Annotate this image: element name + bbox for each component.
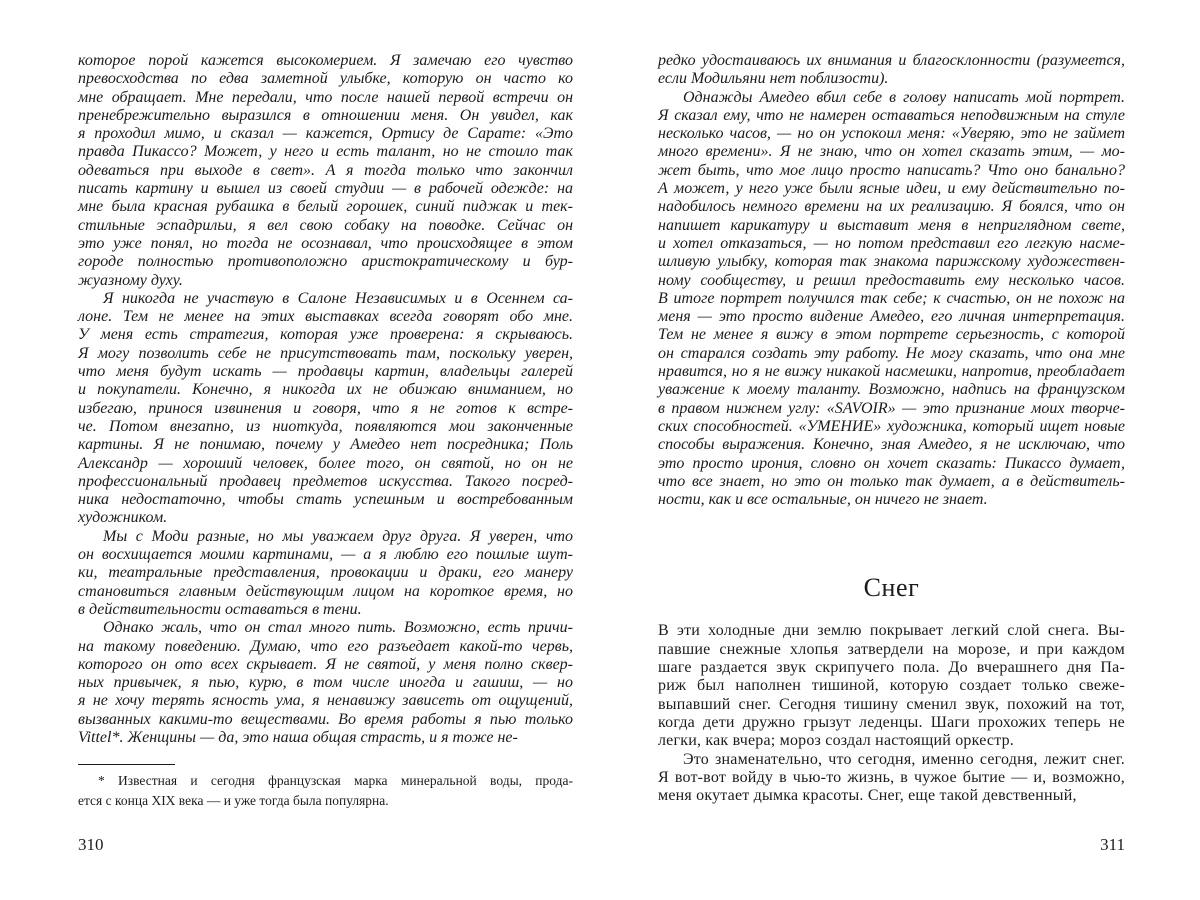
text-line: надобилось немного времени на их реализацию. Я боялся, что он bbox=[658, 198, 1125, 216]
text-line: Vittel*. Женщины — да, это наша общая страсть, и я тоже не- bbox=[78, 728, 518, 746]
page-number-right: 311 bbox=[1100, 835, 1125, 854]
text-line: ности, как и все остальные, он ничего не знает. bbox=[658, 491, 988, 509]
text-line: мне обращает. Мне передали, что после нашей первой встречи он bbox=[78, 88, 573, 106]
text-line: редко удостаиваюсь их внимания и благосклонности (разумеется, bbox=[658, 52, 1125, 69]
text-line: это просто ирония, словно он хочет сказать: Пикассо думает, bbox=[658, 454, 1125, 472]
text-line: если Модильяни нет поблизости). bbox=[658, 70, 889, 88]
text-line: стильные эспадрильи, я вел свою собаку на поводке. Сейчас он bbox=[78, 216, 573, 234]
text-line: это уже понял, но тогда не осознавал, что происходящее в этом bbox=[78, 234, 573, 252]
text-line: ных привычек, я пью, курю, в том числе иногда и гашиш, — но bbox=[78, 674, 573, 692]
text-line: и хотел отказаться, — но потом представил его легкую насме- bbox=[658, 234, 1125, 252]
text-line: писать картину и вышел из своей студии — в рабочей одежде: на bbox=[78, 180, 573, 198]
right-page-text-column bbox=[658, 52, 1125, 805]
text-line: В итоге портрет получился так себе; к счастью, он не похож на bbox=[658, 289, 1125, 307]
paragraph bbox=[78, 528, 573, 619]
text-line: лоне. Тем не менее на этих выставках всегда говорят обо мне. bbox=[78, 308, 573, 326]
text-line: меня окутает дымка красоты. Снег, еще такой девственный, bbox=[658, 787, 1077, 805]
text-line: на такому поведению. Думаю, что его разъедает какой-то червь, bbox=[78, 637, 573, 655]
text-line: нравится, но я не вижу никакой насмешки, напротив, преобладает bbox=[658, 363, 1125, 381]
text-line: ется с конца XIX века — и уже тогда была популярна. bbox=[78, 792, 389, 808]
text-line: напишет карикатуру и выставит меня в неприглядном свете, bbox=[658, 216, 1125, 234]
text-line: когда дети дружно грызут леденцы. Шаги прохожих теперь не bbox=[658, 713, 1125, 731]
text-line: А может, у него уже были ясные идеи, и ему действительно по- bbox=[658, 180, 1125, 198]
paragraph bbox=[658, 622, 1125, 750]
paragraph bbox=[658, 751, 1125, 806]
paragraph bbox=[78, 619, 573, 747]
text-line: шаге раздается звук скрипучего пола. До вчерашнего дня Па- bbox=[658, 659, 1125, 677]
text-line: в действительности оставаться в тени. bbox=[78, 600, 362, 618]
text-line: Мы с Моди разные, но мы уважаем друг друга. Я уверен, что bbox=[103, 527, 573, 545]
paragraph bbox=[78, 290, 573, 528]
text-line: картины. Я не понимаю, почему у Амедео нет посредника; Поль bbox=[78, 436, 573, 454]
text-line: В эти холодные дни землю покрывает легкий слой снега. Вы- bbox=[658, 622, 1125, 640]
text-line: мне была красная рубашка в белый горошек, синий пиджак и тек- bbox=[78, 198, 573, 216]
text-line: несколько часов, — но он успокоил меня: «Уверяю, это не займет bbox=[658, 125, 1125, 143]
footnote bbox=[78, 771, 573, 810]
text-line: и покупатели. Конечно, я никогда их не обижаю вниманием, но bbox=[78, 381, 573, 399]
text-line: че. Потом внезапно, из ниоткуда, появляются мои законченные bbox=[78, 417, 573, 435]
text-line: пренебрежительно выразился в отношении меня. Он увидел, как bbox=[78, 106, 573, 124]
text-line: Я могу позволить себе не присутствовать там, поскольку уверен, bbox=[78, 344, 573, 362]
page-number-left: 310 bbox=[78, 835, 104, 854]
paragraph bbox=[658, 89, 1125, 510]
text-line: легки, как вчера; мороз создал настоящий оркестр. bbox=[658, 732, 1014, 750]
paragraph bbox=[78, 52, 573, 290]
text-line: жет быть, что мое лицо просто написать? Что оно банально? bbox=[658, 161, 1125, 179]
chapter-title: Снег bbox=[863, 573, 920, 603]
paragraph bbox=[658, 52, 1125, 89]
text-line: что все знает, но это он только так думает, а в действитель- bbox=[658, 472, 1125, 490]
text-line: вызванных какими-то веществами. Во время работы я пью только bbox=[78, 710, 573, 728]
text-line: я проходил мимо, и сказал — кажется, Ортису де Сарате: «Это bbox=[78, 125, 573, 143]
text-line: жуазному духу. bbox=[78, 271, 183, 289]
text-line: которого он ото всех скрывает. Я не святой, у меня полно сквер- bbox=[78, 655, 573, 673]
text-line: что меня будут искать — продавцы картин, владельцы галерей bbox=[78, 363, 573, 381]
text-line: превосходства по едва заметной улыбке, которую он часто ко bbox=[78, 70, 573, 88]
text-line: * Известная и сегодня французская марка минеральной воды, прода- bbox=[98, 773, 573, 789]
text-line: которое порой кажется высокомерием. Я замечаю его чувство bbox=[78, 52, 573, 69]
footnote-separator-rule bbox=[78, 764, 175, 765]
text-line: ки, театральные представления, провокации и драки, его манеру bbox=[78, 564, 573, 582]
text-line: профессиональный продавец предметов искусства. Такого посред- bbox=[78, 472, 573, 490]
left-page-text-column bbox=[78, 52, 573, 810]
text-line: уважение к моему таланту. Возможно, надпись на французском bbox=[658, 381, 1125, 399]
text-line: я не хочу терять ясность ума, я ненавижу зависеть от ощущений, bbox=[78, 692, 573, 710]
text-line: У меня есть стратегия, которая уже проверена: я скрываюсь. bbox=[78, 326, 573, 344]
text-line: выпавший снег. Сегодня тишину сменил звук, похожий на тот, bbox=[658, 695, 1125, 713]
text-line: он восхищается моими картинами, — а я люблю его пошлые шут- bbox=[78, 546, 573, 564]
text-line: избегаю, принося извинения и говоря, что я не готов к встре- bbox=[78, 399, 573, 417]
text-line: художником. bbox=[78, 509, 168, 527]
text-line: в правом нижнем углу: «SAVOIR» — это признание моих творче- bbox=[658, 399, 1125, 417]
text-line: Я сказал ему, что не намерен оставаться неподвижным на стуле bbox=[658, 106, 1125, 124]
text-line: Однако жаль, что он стал много пить. Возможно, есть причи- bbox=[103, 619, 573, 637]
text-line: ских способностей. «УМЕНИЕ» художника, который ищет новые bbox=[658, 417, 1125, 435]
text-line: Тем не менее я вижу в этом портрете серьезность, с которой bbox=[658, 326, 1125, 344]
text-line: правда Пикассо? Может, у него и есть талант, но не стоило так bbox=[78, 143, 573, 161]
text-line: павшие снежные хлопья затвердели на морозе, и при каждом bbox=[658, 640, 1125, 658]
text-line: ному сообществу, и решил предоставить ему несколько часов. bbox=[658, 271, 1125, 289]
text-line: Я вот-вот войду в чью-то жизнь, в чужое бытие — и, возможно, bbox=[658, 768, 1125, 786]
text-line: одеваться при выходе в свет». А я тогда только что закончил bbox=[78, 161, 573, 179]
text-line: он старался создать эту работу. Не могу сказать, что она мне bbox=[658, 344, 1125, 362]
text-line: Я никогда не участвую в Салоне Независимых и в Осеннем са- bbox=[103, 289, 573, 307]
text-line: шливую улыбку, которая так знакома парижскому художествен- bbox=[658, 253, 1125, 271]
text-line: способы выражения. Конечно, зная Амедео, я не исключаю, что bbox=[658, 436, 1125, 454]
text-line: городе полностью противоположно аристократическому и бур- bbox=[78, 253, 573, 271]
text-line: риж был наполнен тишиной, которую создает только свеже- bbox=[658, 677, 1125, 695]
text-line: становиться главным действующим лицом на короткое время, но bbox=[78, 582, 573, 600]
text-line: Однажды Амедео вбил себе в голову написать мой портрет. bbox=[683, 88, 1125, 106]
text-line: ника недостаточно, чтобы стать успешным и востребованным bbox=[78, 491, 573, 509]
text-line: Это знаменательно, что сегодня, именно сегодня, лежит снег. bbox=[683, 750, 1125, 768]
text-line: меня — это просто видение Амедео, его личная интерпретация. bbox=[658, 308, 1125, 326]
text-line: много времени». Я не знаю, что он хотел сказать этим, — мо- bbox=[658, 143, 1125, 161]
text-line: Александр — хороший человек, более того, он святой, но он не bbox=[78, 454, 573, 472]
